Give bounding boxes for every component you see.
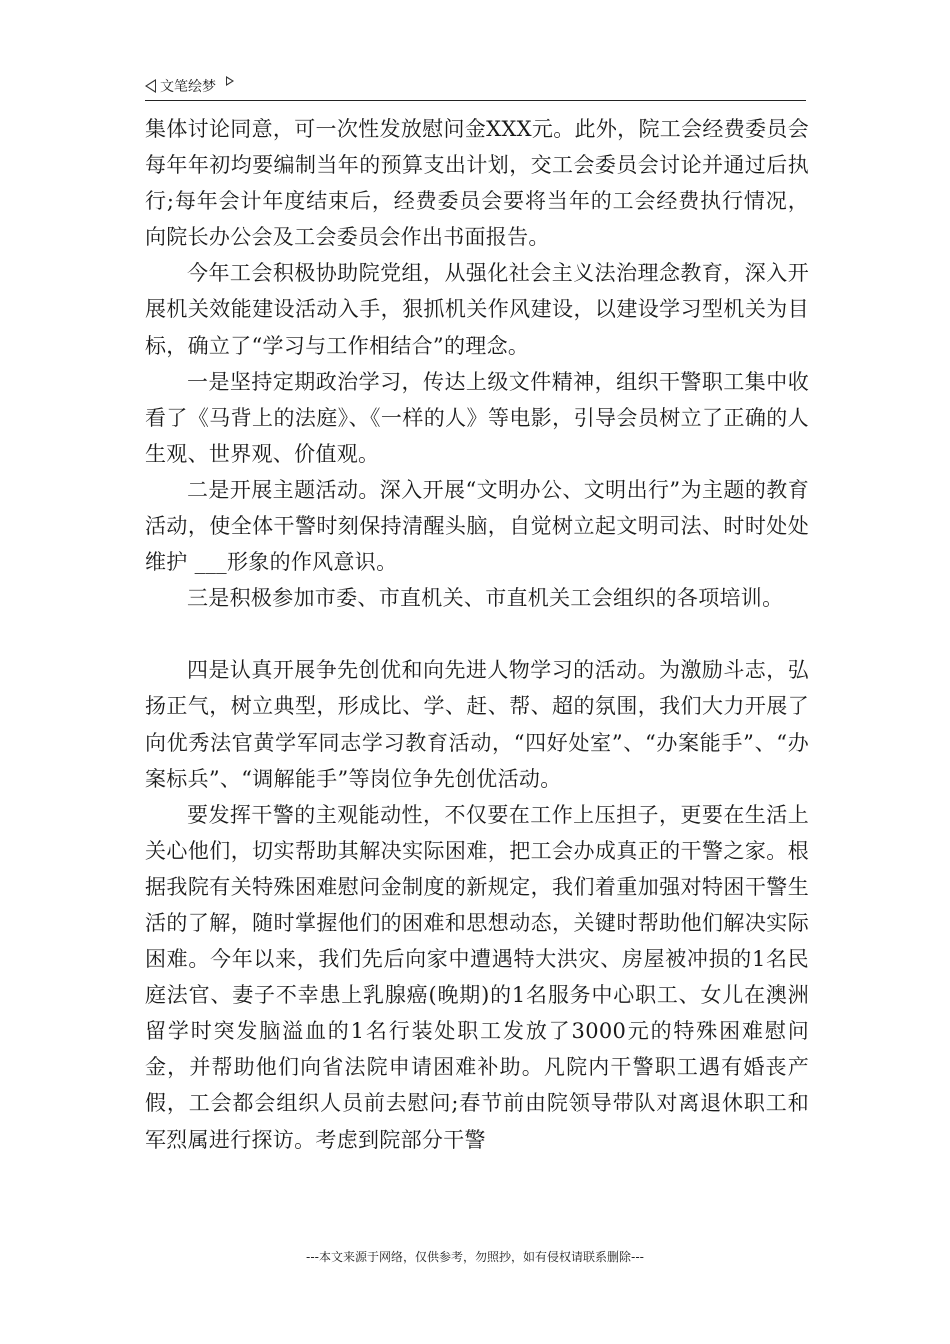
paragraph-6: 四是认真开展争先创优和向先进人物学习的活动。为激励斗志，弘扬正气，树立典型，形成比、学、赶、帮、超的氛围，我们大力开展了向优秀法官黄学军同志学习教育活动，“四好处室”、“办案能手”、“办案标兵”、“调解能手”等岗位争先创优活动。 [145, 658, 809, 791]
right-triangle-icon [226, 76, 234, 86]
header-title: 文笔绘梦 [160, 79, 216, 95]
paragraph-4: 二是开展主题活动。深入开展“文明办公、文明出行”为主题的教育活动，使全体干警时刻保持清醒头脑，自觉树立起文明司法、时时处处维护 ___形象的作风意识。 [145, 477, 809, 575]
paragraph-2: 今年工会积极协助院党组，从强化社会主义法治理念教育，深入开展机关效能建设活动入手，狠抓机关作风建设，以建设学习型机关为目标，确立了“学习与工作相结合”的理念。 [145, 261, 809, 358]
header-title-group [145, 76, 234, 96]
left-triangle-icon [145, 79, 156, 93]
paragraph-5: 三是积极参加市委、市直机关、市直机关工会组织的各项培训。 [187, 586, 784, 611]
page-footer: ---本文来源于网络，仅供参考，勿照抄，如有侵权请联系删除--- [306, 1250, 644, 1264]
paragraph-7: 要发挥干警的主观能动性，不仅要在工作上压担子，更要在生活上关心他们，切实帮助其解决实际困难，把工会办成真正的干警之家。根据我院有关特殊困难慰问金制度的新规定，我们着重加强对特困干警生活的了解，随时掌握他们的困难和思想动态，关键时帮助他们解决实际困难。今年以来，我们先后向家中遭遇特大洪灾、房屋被冲损的1名民庭法官、妻子不幸患上乳腺癌(晚期)的1名服务中心职工、女儿在澳洲留学时突发脑溢血的1名行装处职工发放了3000元的特殊困难慰问金，并帮助他们向省法院申请困难补助。凡院内干警职工遇有婚丧产假，工会都会组织人员前去慰问;春节前由院领导带队对离退休职工和军烈属进行探访。考虑到院部分干警 [145, 802, 809, 1152]
page-header [145, 74, 806, 101]
paragraph-3: 一是坚持定期政治学习，传达上级文件精神，组织干警职工集中收看了《马背上的法庭》、《一样的人》等电影，引导会员树立了正确的人生观、世界观、价值观。 [145, 369, 809, 466]
document-body [145, 111, 809, 1158]
paragraph-1: 集体讨论同意，可一次性发放慰问金XXX元。此外，院工会经费委员会每年年初均要编制当年的预算支出计划，交工会委员会讨论并通过后执行;每年会计年度结束后，经费委员会要将当年的工会经费执行情况，向院长办公会及工会委员会作出书面报告。 [145, 117, 809, 250]
